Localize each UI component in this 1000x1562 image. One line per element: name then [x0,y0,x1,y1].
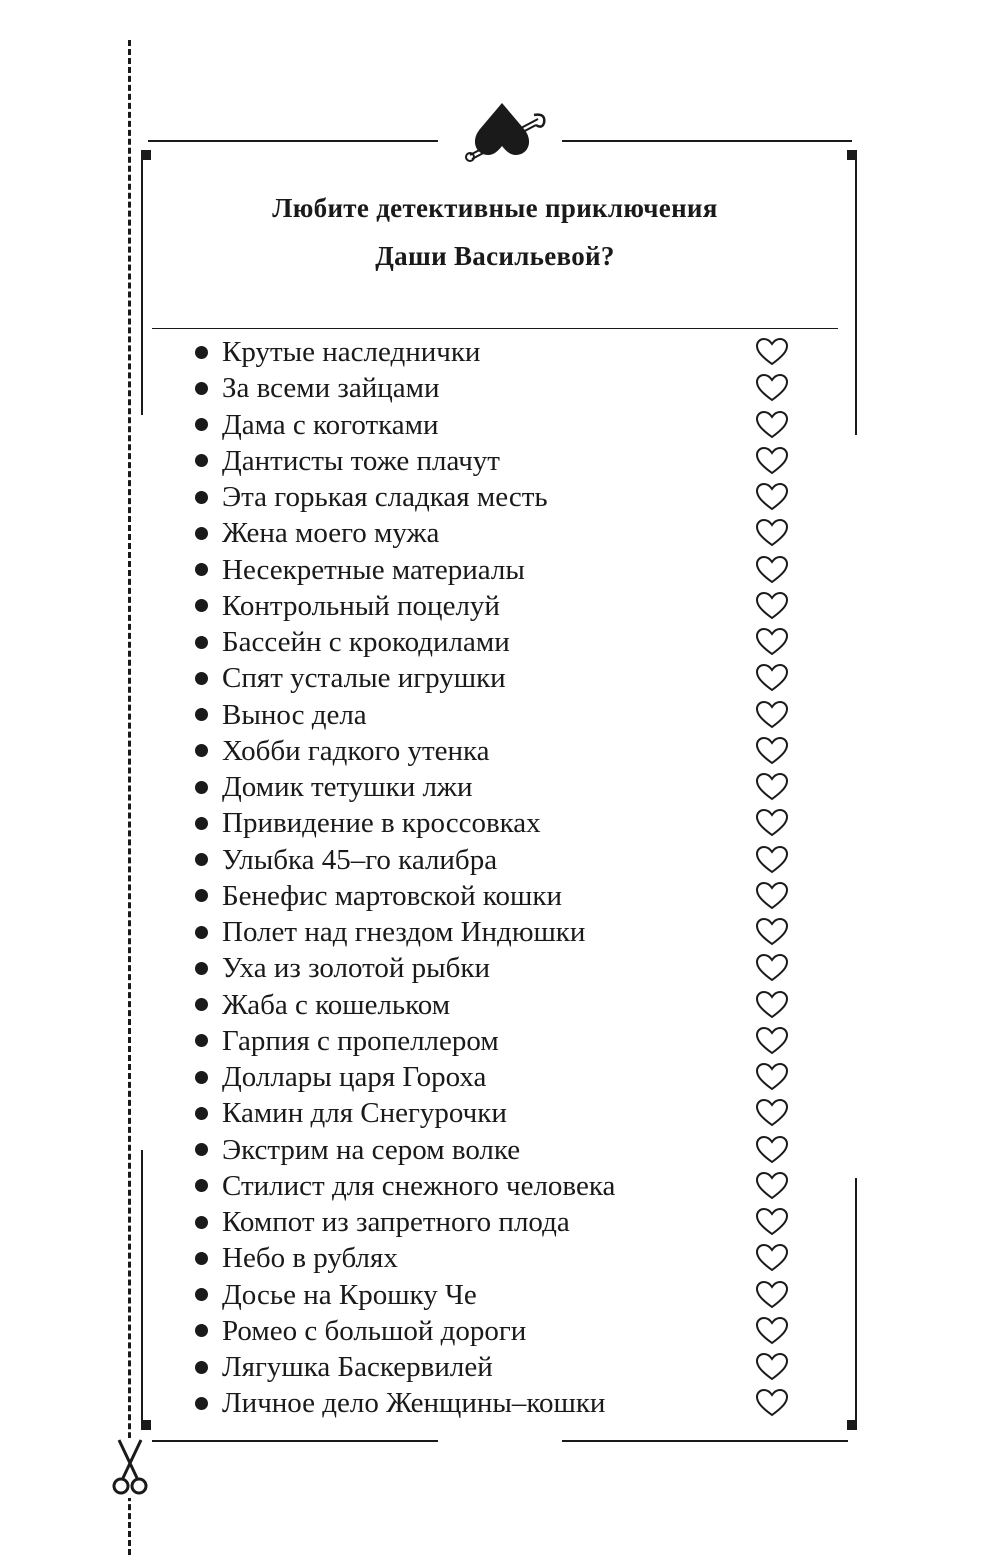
book-title: Хобби гадкого утенка [222,734,490,767]
bullet [195,1143,208,1156]
book-title: Вынос дела [222,698,367,731]
bullet [195,599,208,612]
book-title: Дантисты тоже плачут [222,444,500,477]
list-item [190,588,810,624]
bullet [195,817,208,830]
title-divider [152,328,838,329]
bullet [195,346,208,359]
bullet [195,998,208,1011]
list-item [190,407,810,443]
frame-corner [847,1420,857,1430]
bullet [195,1288,208,1301]
bullet [195,672,208,685]
book-list [190,334,810,1422]
frame-side-left-top [141,160,143,415]
book-title: Досье на Крошку Че [222,1278,477,1311]
bullet [195,926,208,939]
frame-corner [141,1420,151,1430]
cut-line [128,40,131,1555]
bullet [195,1397,208,1410]
book-title: Жена моего мужа [222,517,440,550]
page-title-line-2: Даши Васильевой? [375,241,615,271]
heart-outline-icon[interactable] [755,881,789,911]
list-item [190,334,810,370]
book-title: Экстрим на сером волке [222,1133,521,1166]
book-title: Дама с коготками [222,408,439,441]
book-title: Ромео с большой дороги [222,1314,527,1347]
book-title: За всеми зайцами [222,372,440,405]
frame-side-left-bottom [141,1150,143,1420]
list-item [190,479,810,515]
bullet [195,1216,208,1229]
list-item [190,878,810,914]
heart-outline-icon[interactable] [755,1062,789,1092]
frame-corner [847,150,857,160]
bullet [195,1179,208,1192]
frame-side-right-bottom [855,1178,857,1420]
list-item [190,552,810,588]
heart-outline-icon[interactable] [755,808,789,838]
bullet [195,418,208,431]
heart-outline-icon[interactable] [755,446,789,476]
heart-with-safety-pin-icon [458,95,550,167]
book-title: Домик тетушки лжи [222,771,473,804]
bullet [195,1252,208,1265]
heart-outline-icon[interactable] [755,990,789,1020]
bullet [195,1324,208,1337]
bullet [195,962,208,975]
bullet [195,563,208,576]
book-title: Бенефис мартовской кошки [222,879,562,912]
book-title: Компот из запретного плода [222,1206,570,1239]
bullet [195,708,208,721]
heart-outline-icon[interactable] [755,482,789,512]
frame-corner [141,150,151,160]
bullet [195,1034,208,1047]
bullet [195,382,208,395]
book-title: Эта горькая сладкая месть [222,481,548,514]
heart-outline-icon[interactable] [755,1207,789,1237]
bullet [195,1107,208,1120]
heart-outline-icon[interactable] [755,373,789,403]
list-item [190,1277,810,1313]
list-item [190,1095,810,1131]
book-title: Лягушка Баскервилей [222,1351,493,1384]
list-item [190,515,810,551]
list-item [190,1023,810,1059]
book-title: Спят усталые игрушки [222,662,506,695]
book-title: Улыбка 45–го калибра [222,843,498,876]
list-item [190,805,810,841]
book-title: Уха из золотой рыбки [222,952,490,985]
bullet [195,781,208,794]
book-title: Контрольный поцелуй [222,589,500,622]
heart-outline-icon[interactable] [755,845,789,875]
list-item [190,950,810,986]
frame-top-left [148,140,438,142]
heart-outline-icon[interactable] [755,1098,789,1128]
list-item [190,769,810,805]
frame-top-right [562,140,852,142]
book-title: Жаба с кошельком [222,988,451,1021]
heart-outline-icon[interactable] [755,627,789,657]
book-title: Гарпия с пропеллером [222,1024,499,1057]
heart-outline-icon[interactable] [755,1026,789,1056]
frame-bottom-left [152,1440,438,1442]
list-item [190,370,810,406]
list-item [190,1059,810,1095]
book-title: Стилист для снежного человека [222,1169,616,1202]
list-item [190,1385,810,1421]
heart-outline-icon[interactable] [755,1243,789,1273]
book-title: Небо в рублях [222,1242,398,1275]
list-item [190,1349,810,1385]
book-title: Несекретные материалы [222,553,525,586]
list-item [190,660,810,696]
heart-outline-icon[interactable] [755,1388,789,1418]
book-title: Крутые наследнички [222,336,481,369]
heart-outline-icon[interactable] [755,736,789,766]
list-item [190,842,810,878]
bullet [195,1361,208,1374]
heart-outline-icon[interactable] [755,1352,789,1382]
heart-outline-icon[interactable] [755,663,789,693]
bullet [195,853,208,866]
bullet [195,491,208,504]
heart-outline-icon[interactable] [755,917,789,947]
book-title: Доллары царя Гороха [222,1061,487,1094]
book-title: Камин для Снегурочки [222,1097,507,1130]
list-item [190,624,810,660]
heart-outline-icon[interactable] [755,1171,789,1201]
list-item [190,733,810,769]
bullet [195,454,208,467]
book-title: Привидение в кроссовках [222,807,541,840]
heart-outline-icon[interactable] [755,772,789,802]
list-item [190,443,810,479]
scissors-icon [110,1438,150,1498]
list-item [190,1204,810,1240]
list-item [190,697,810,733]
book-title: Бассейн с крокодилами [222,626,510,659]
list-item [190,914,810,950]
list-item [190,1240,810,1276]
list-item [190,1168,810,1204]
heart-outline-icon[interactable] [755,700,789,730]
list-item [190,987,810,1023]
heart-outline-icon[interactable] [755,1135,789,1165]
book-title: Личное дело Женщины–кошки [222,1387,606,1420]
page-title-line-1: Любите детективные приключения [272,193,718,223]
frame-side-right-top [855,160,857,435]
heart-outline-icon[interactable] [755,518,789,548]
bullet [195,527,208,540]
bullet [195,889,208,902]
heart-outline-icon[interactable] [755,337,789,367]
heart-outline-icon[interactable] [755,555,789,585]
bullet [195,744,208,757]
frame-bottom-right [562,1440,848,1442]
bullet [195,1071,208,1084]
list-item [190,1132,810,1168]
heart-outline-icon[interactable] [755,953,789,983]
bullet [195,636,208,649]
book-title: Полет над гнездом Индюшки [222,916,586,949]
list-item [190,1313,810,1349]
heart-outline-icon[interactable] [755,1316,789,1346]
heart-outline-icon[interactable] [755,591,789,621]
heart-outline-icon[interactable] [755,410,789,440]
heart-outline-icon[interactable] [755,1280,789,1310]
